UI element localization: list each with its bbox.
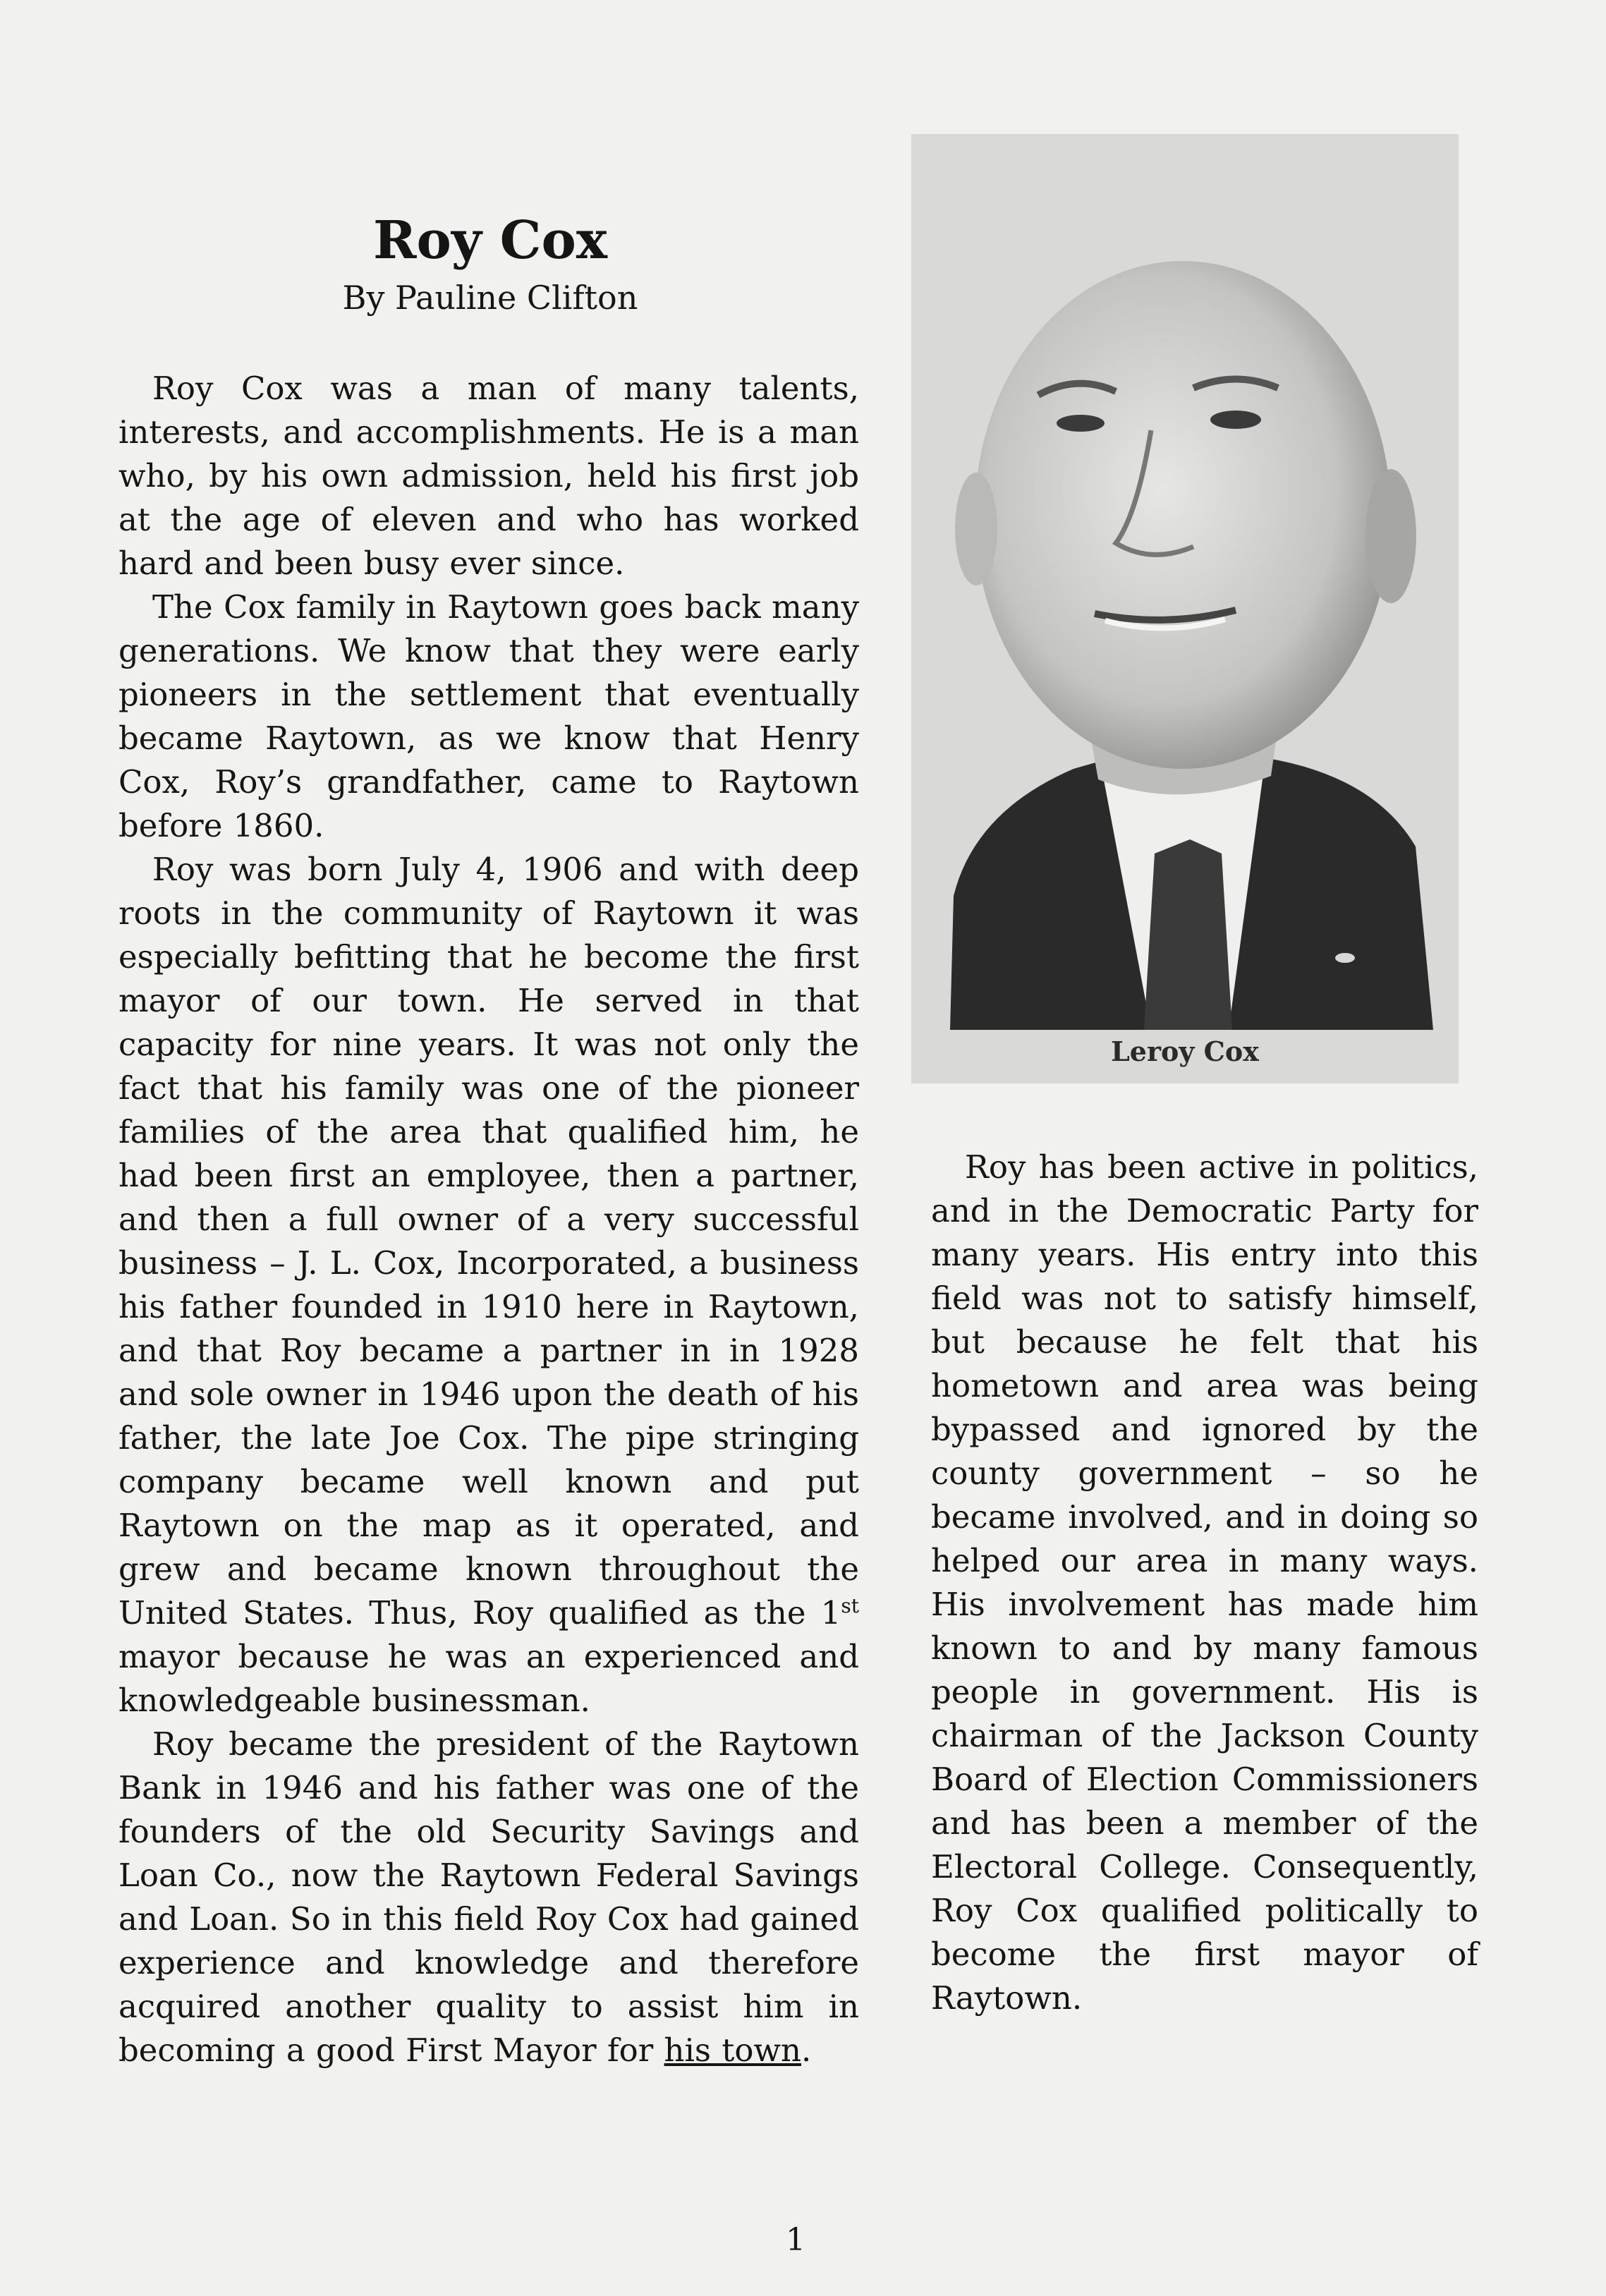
- portrait-photo: [911, 134, 1459, 1083]
- paragraph-4-text: Roy became the president of the Raytown Bank in 1946 and his father was one of the founders of the old Security Savings and Loan Co., now the Raytown Federal Savings and Loan. So in this field Roy Cox had gained experience and knowledge and therefore acquired another quality to assist him in becoming a good First Mayor for: [118, 1725, 859, 2069]
- article-byline: By Pauline Clifton: [342, 279, 638, 317]
- photo-caption: Leroy Cox: [1111, 1035, 1259, 1067]
- left-column: [118, 367, 859, 2072]
- article-title: Roy Cox: [373, 210, 607, 271]
- paragraph-4: [118, 1723, 859, 2072]
- ordinal-suffix: st: [841, 1594, 859, 1617]
- paragraph-3-end: mayor because he was an experienced and knowledgeable businessman.: [118, 1638, 859, 1719]
- paragraph-3: [118, 848, 859, 1723]
- right-column: [931, 1146, 1478, 2020]
- paragraph-1: Roy Cox was a man of many talents, interests, and accomplishments. He is a man who, by his own admission, held his first job at the age of eleven and who has worked hard and been busy ever since.: [118, 370, 859, 582]
- paragraph-2: The Cox family in Raytown goes back many generations. We know that they were early pioneers in the settlement that eventually became Raytown, as we know that Henry Cox, Roy’s grandfather, came to Raytown before 1860.: [118, 588, 859, 844]
- underlined-his-town: his town: [664, 2031, 801, 2069]
- paragraph-4-end: .: [801, 2031, 812, 2069]
- portrait-image: [911, 134, 1459, 1030]
- paragraph-5: Roy has been active in politics, and in the Democratic Party for many years. His entry into this field was not to satisfy himself, but because he felt that his hometown and area was being bypassed and ignored by the county government – so he became involved, and in doing so helped our area in many ways. His involvement has made him known to and by many famous people in government. His is chairman of the Jackson County Board of Election Commissioners and has been a member of the Electoral College. Consequently, Roy Cox qualified politically to become the first mayor of Raytown.: [931, 1148, 1478, 2017]
- page-number: 1: [786, 2222, 805, 2258]
- paragraph-3-text: Roy was born July 4, 1906 and with deep roots in the community of Raytown it was especially befitting that he become the first mayor of our town. He served in that capacity for nine years. It was not only the fact that his family was one of the pioneer families of the area that qualified him, he had been first an employee, then a partner, and then a full owner of a very successful business – J. L. Cox, Incorporated, a business his father founded in 1910 here in Raytown, and that Roy became a partner in in 1928 and sole owner in 1946 upon the death of his father, the late Joe Cox. The pipe stringing company became well known and put Raytown on the map as it operated, and grew and became known throughout the United States. Thus, Roy qualified as the 1: [118, 851, 859, 1632]
